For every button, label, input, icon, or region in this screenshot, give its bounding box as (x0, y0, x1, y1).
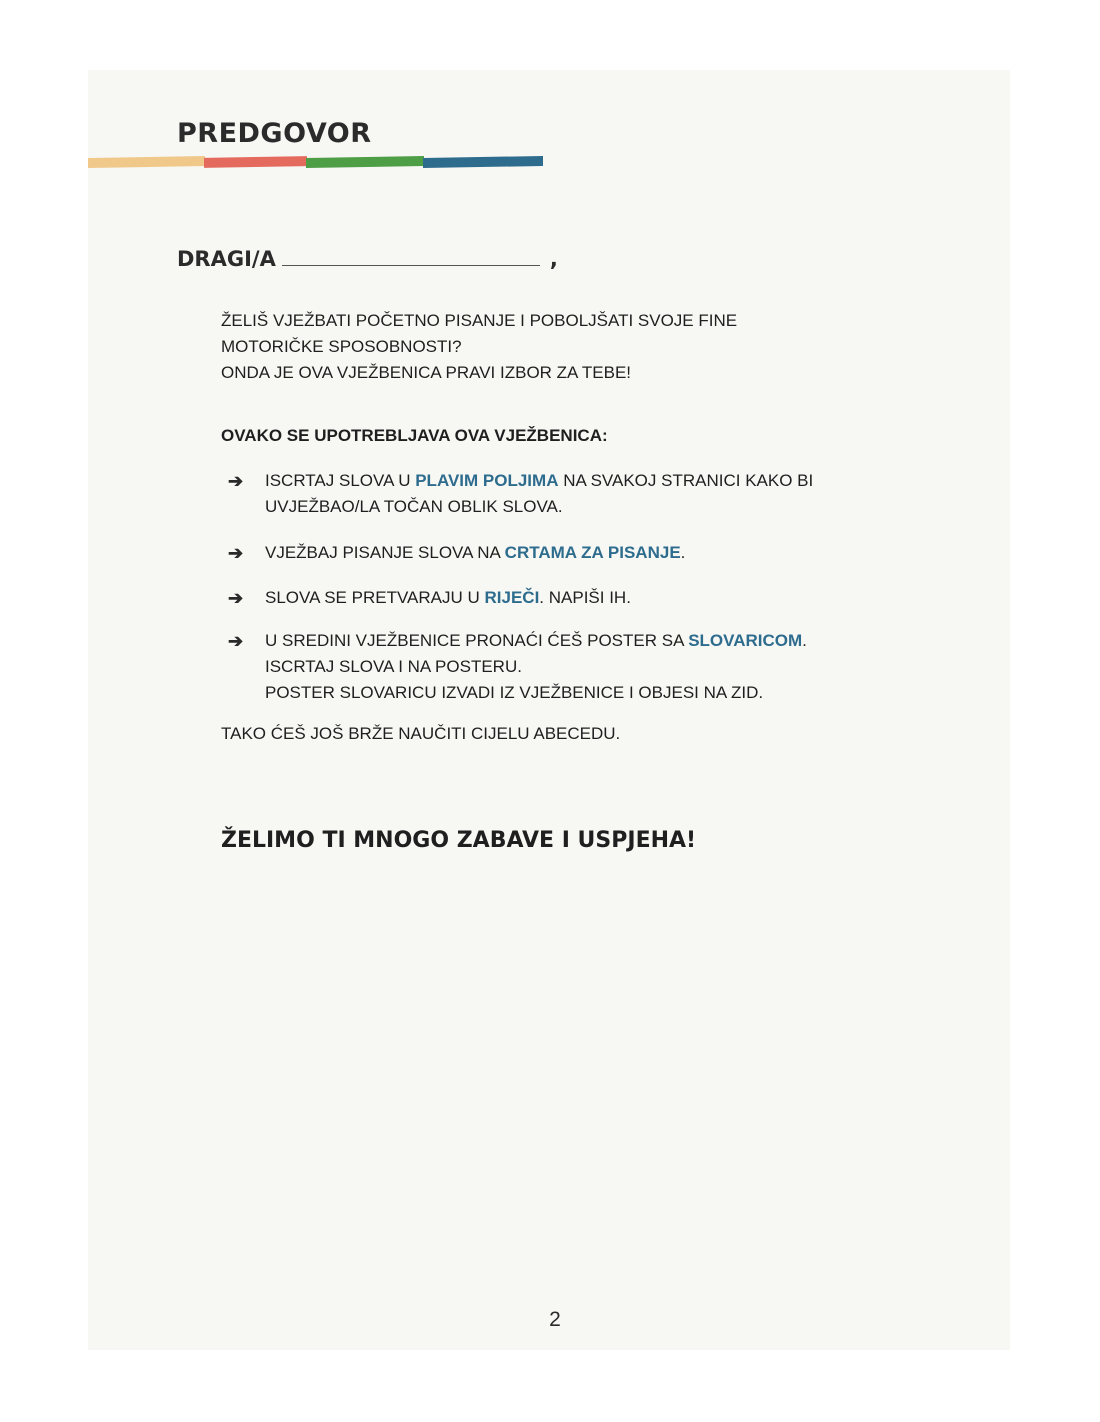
greeting-label: DRAGI/A (177, 247, 276, 271)
name-blank-line[interactable] (282, 265, 540, 266)
bullet-item (228, 585, 631, 611)
highlight-text: CRTAMA ZA PISANJE (504, 543, 681, 562)
bullet-text (265, 540, 685, 566)
stripe-blue (423, 156, 543, 168)
greeting-comma: , (549, 247, 558, 271)
highlight-text: SLOVARICOM (688, 631, 803, 650)
page-number: 2 (549, 1308, 561, 1331)
bullet-item (228, 540, 685, 566)
bullet-line: POSTER SLOVARICU IZVADI IZ VJEŽBENICE I OBJESI NA ZID. (265, 683, 764, 702)
usage-title: OVAKO SE UPOTREBLJAVA OVA VJEŽBENICA: (221, 426, 608, 445)
arrow-right-icon: ➔ (228, 471, 244, 491)
highlight-text: RIJEČI (484, 588, 540, 607)
bullet-text (265, 585, 631, 611)
greeting-row (177, 247, 558, 271)
arrow-right-icon: ➔ (228, 631, 244, 651)
bullet-text-end: . (680, 543, 686, 562)
intro-line: ŽELIŠ VJEŽBATI POČETNO PISANJE I POBOLJŠATI SVOJE FINE (221, 311, 738, 330)
closing-wish: ŽELIMO TI MNOGO ZABAVE I USPJEHA! (221, 828, 697, 853)
bullet-text-end: . (802, 631, 807, 650)
bullet-text-end: NA SVAKOJ STRANICI KAKO BI (558, 471, 814, 490)
arrow-right-icon: ➔ (228, 588, 244, 608)
intro-paragraph (221, 308, 921, 386)
document-page (88, 70, 1010, 1350)
bullet-text (265, 628, 807, 706)
stripe-yellow (88, 156, 205, 168)
bullet-text-start: U SREDINI VJEŽBENICE PRONAĆI ĆEŠ POSTER SA (265, 631, 689, 650)
arrow-right-icon: ➔ (228, 543, 244, 563)
stripe-green (306, 156, 424, 168)
stripe-red (204, 156, 307, 168)
bullet-item (228, 468, 813, 520)
highlight-text: PLAVIM POLJIMA (415, 471, 559, 490)
bullet-text-end: . NAPIŠI IH. (539, 588, 631, 607)
intro-line: MOTORIČKE SPOSOBNOSTI? (221, 337, 462, 356)
bullet-text-start: ISCRTAJ SLOVA U (265, 471, 416, 490)
bullet-text-start: VJEŽBAJ PISANJE SLOVA NA (265, 543, 505, 562)
page-title: PREDGOVOR (177, 118, 372, 149)
bullet-line: ISCRTAJ SLOVA I NA POSTERU. (265, 657, 522, 676)
closing-text: TAKO ĆEŠ JOŠ BRŽE NAUČITI CIJELU ABECEDU. (221, 724, 621, 743)
bullet-text (265, 468, 813, 520)
intro-line: ONDA JE OVA VJEŽBENICA PRAVI IZBOR ZA TEBE! (221, 363, 632, 382)
bullet-line: UVJEŽBAO/LA TOČAN OBLIK SLOVA. (265, 497, 563, 516)
bullet-item (228, 628, 807, 706)
bullet-text-start: SLOVA SE PRETVARAJU U (265, 588, 485, 607)
